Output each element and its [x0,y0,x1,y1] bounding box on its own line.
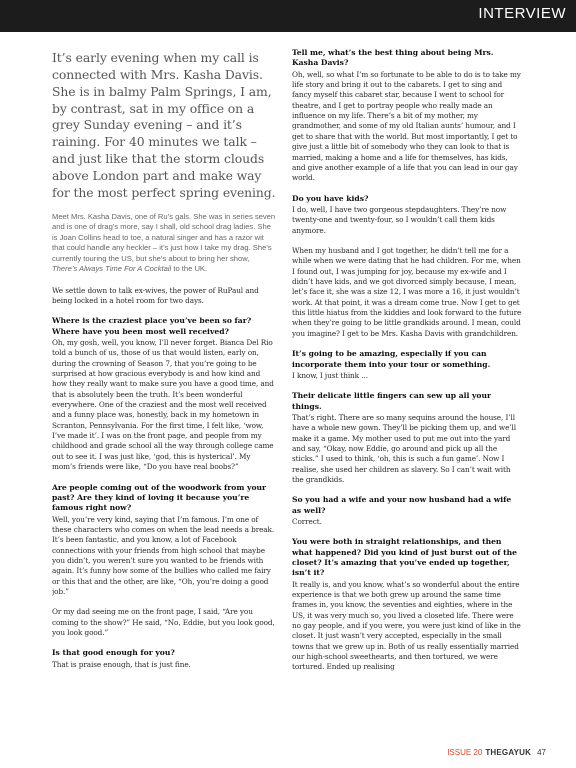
page-number: 47 [537,748,546,757]
question: Is that good enough for you? [52,648,175,658]
qa-block [52,316,276,472]
opening-paragraph: We settle down to talk ex-wives, the power of RuPaul and being locked in a hotel room for two days. [52,285,259,305]
issue-number: ISSUE 20 [447,748,483,757]
intro-text: Meet Mrs. Kasha Davis, one of Ru’s gals. She was in series seven and is one of drag’s more, say I shall, old school drag ladies. She is Joan Collins head to toe, a natural singer and has a razor wit that could handle any heckler – it’s just how I take my drag. She’s currently touring the US, but she’s about to bring her show, [52,211,276,263]
answer: I do, well, I have two gorgeous stepdaughters. They’re now twenty-one and twenty-four, so I wouldn’t call them kids anymore. [292,204,507,235]
answer: Well, you’re very kind, saying that I’m famous. I’m one of these characters who comes on when the lead needs a break. It’s been fantastic, and you know, a lot of Facebook connections with your friends from high school that maybe you didn’t, you weren’t sure you wanted to be friends with again. It’s funny how some of the bullies who called me fairy or this that and the other, are like, “Oh, you’re doing a good job.” [52,514,275,597]
magazine-brand: THEGAYUK [485,748,532,757]
question: You were both in straight relationships, and then what happened? Did you kind of just burst out of the closet? It’s amazing that you’ve ended up together, isn’t it? [292,537,517,578]
page-footer [447,748,546,757]
qa-block [292,391,522,485]
answer: That’s right. There are so many sequins around the house, I’ll have a whole new gown. They’ll be picking them up, and we’ll make it a game. My mother used to put me out into the yard and say, “Okay, now Eddie, go around and pick up all the sticks.” I used to think, ‘oh, this is such a fun game’. Now I realise, she used her children as slavery. So I can’t wait with the grandkids. [292,412,516,484]
answer: It really is, and you know, what’s so wonderful about the entire experience is that we both grew up around the same time frames in, you know, the seventies and eighties, where in the US, it was very much so, you lived a closeted life. There were no gay people, and if you were, you were just kind of like in the closet. It just wasn’t very accepted, especially in the small towns that we grew up in. Both of us really essentially married our high-school sweethearts, and then tortured, we were tortured. Ended up realising [292,579,521,672]
answer: Oh, well, so what I’m so fortunate to be able to do is to take my life story and bring it out to the cabarets. I get to sing and fancy myself this cabaret star, because I went to school for theatre, and I get to portray people who really made an influence on my life. There’s a bit of my mother, my grandmother, and some of my old Italian aunts’ humour, and I get to share that with the world. But most importantly, I get to give just a little bit of somebody who they can look to that is married, making a home and a life for themselves, has kids, and give another example of a life that you can lead in our gay world. [292,69,521,183]
question: Are people coming out of the woodwork from your past? Are they kind of loving it because you’re famous right now? [52,482,267,513]
intro-tail: to the UK. [171,264,208,274]
qa-block [52,607,276,638]
show-title: There’s Always Time For A Cocktail [52,264,172,274]
question: Their delicate little fingers can sew up all your things. [292,391,492,411]
qa-block [292,194,522,236]
question: Tell me, what’s the best thing about being Mrs. Kasha Davis? [292,48,494,68]
question: So you had a wife and your now husband had a wife as well? [292,495,512,515]
answer: Oh, my gosh, well, you know, I’ll never forget. Bianca Del Rio told a bunch of us, those of us that would listen, early on, during the crowning of Season 7, that you’re going to be surprised at how gracious everybody is and how kind and how they really want to make sure you have a good time, and that is absolutely been the truth. It’s been wonderful everywhere. One of the craziest and the most well received and a funny place was, honestly, back in my hometown in Scranton, Pennsylvania. For the first time, I felt like, ‘wow, I’ve made it’. I was on the front page, and people from my childhood and grade school all the way through college came out to see it. I was just like, ‘god, this is hysterical’. My mom’s friends were like, “Do you have real boobs?” [52,337,274,472]
question: Do you have kids? [292,193,369,203]
qa-block [52,648,276,670]
answer: When my husband and I got together, he didn’t tell me for a while when we were dating that he had children. For me, when I found out, I was jumping for joy, because my ex-wife and I didn’t have kids, and we got divorced simply because, I mean, let’s face it, she was a size 12, I was more a 16, it just wouldn’t work. At that point, it was a dream come true. Now I get to get this little hiatus from the kiddies and look forward to the future when they’re going to be little grandkids around. I mean, could you imagine? I get to be Mrs. Kasha Davis with grandchildren. [292,245,522,338]
question: Where is the craziest place you’ve been so far? Where have you been most well received? [52,316,252,336]
answer: Correct. [292,516,322,526]
qa-block [292,349,522,381]
section-header-bar [0,0,576,32]
qa-block [52,483,276,598]
answer: That is praise enough, that is just fine. [52,659,191,669]
qa-block [292,495,522,527]
qa-block [292,537,522,672]
question: It’s going to be amazing, especially if you can incorporate them into your tour or something. [292,349,491,369]
qa-block [292,246,522,339]
section-label: INTERVIEW [478,5,566,22]
qa-block [292,48,522,184]
intro-paragraph [52,212,276,275]
right-column [292,48,522,738]
left-column [52,50,276,740]
answer: Or my dad seeing me on the front page, I said, “Are you coming to the show?” He said, “No, Eddie, but you look good, you look good.” [52,607,275,638]
standfirst: It’s early evening when my call is connected with Mrs. Kasha Davis. She is in balmy Palm Springs, I am, by contrast, sat in my office on a grey Sunday evening – and it’s raining. For 40 minutes we talk – and just like that the storm clouds above London part and make way for the most perfect spring evening. [52,50,276,200]
answer: I know, I just think ... [292,370,368,380]
